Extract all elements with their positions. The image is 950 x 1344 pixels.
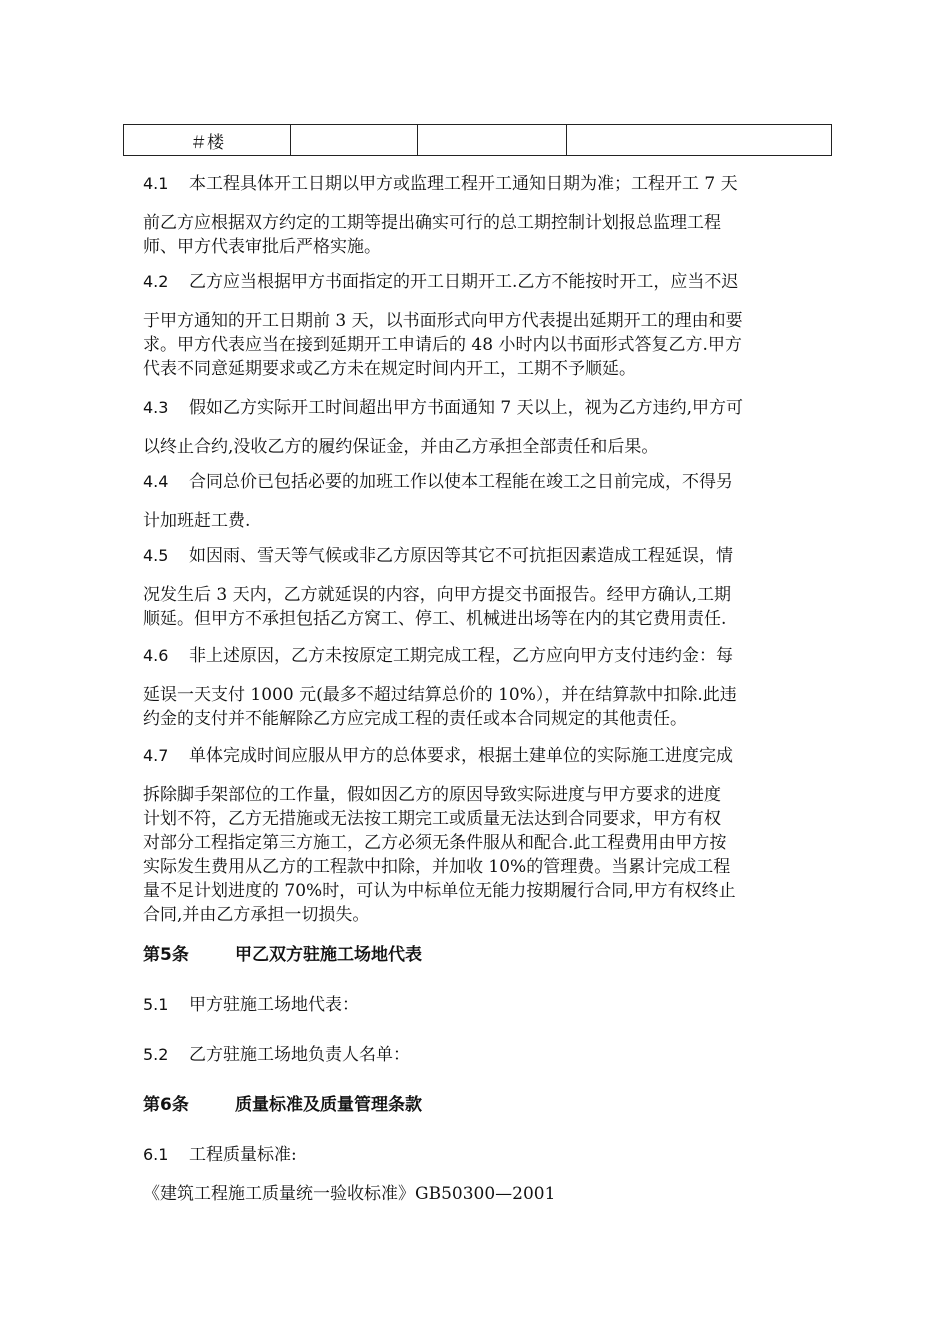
clause-number: 5.2	[143, 1045, 169, 1064]
section-title: 质量标准及质量管理条款	[235, 1095, 422, 1115]
table-cell	[418, 125, 567, 156]
clause-4-2	[143, 270, 813, 381]
clause-text: 甲方驻施工场地代表：	[189, 995, 359, 1015]
clause-number: 6.1	[143, 1145, 169, 1164]
clause-first-line: 非上述原因，乙方未按原定工期完成工程，乙方应向甲方支付违约金：每	[189, 646, 733, 666]
clause-number: 4.7	[143, 746, 169, 765]
table-cell	[291, 125, 418, 156]
section-number: 第6条	[143, 1095, 189, 1115]
section-6-heading	[143, 1093, 422, 1117]
clause-text: 工程质量标准:	[189, 1145, 297, 1165]
clause-number: 5.1	[143, 995, 169, 1014]
clause-6-1	[143, 1143, 297, 1167]
clause-4-3	[143, 396, 813, 459]
clause-body: 于甲方通知的开工日期前 3 天，以书面形式向甲方代表提出延期开工的理由和要 求。甲方代表应当在接到延期开工申请后的 48 小时内以书面形式答复乙方.甲方 代表不同意延期要求或乙方未在规定时间内开工，工期不予顺延。	[143, 311, 743, 379]
clause-5-2	[143, 1043, 410, 1067]
clause-body: 拆除脚手架部位的工作量，假如因乙方的原因导致实际进度与甲方要求的进度 计划不符，乙方无措施或无法按工期完工或质量无法达到合同要求，甲方有权 对部分工程指定第三方施工，乙方必须无条件服从和配合.此工程费用由甲方按 实际发生费用从乙方的工程款中扣除，并加收 10%的管理费。当累计完成工程 量不足计划进度的 70%时，可认为中标单位无能力按期履行合同,甲方有权终止 合同,并由乙方承担一切损失。	[143, 785, 736, 925]
clause-number: 4.2	[143, 272, 169, 291]
clause-number: 4.1	[143, 174, 169, 193]
section-number: 第5条	[143, 945, 189, 965]
clause-first-line: 合同总价已包括必要的加班工作以使本工程能在竣工之日前完成，不得另	[189, 472, 733, 492]
clause-number: 4.5	[143, 546, 169, 565]
clause-body: 前乙方应根据双方约定的工期等提出确实可行的总工期控制计划报总监理工程 师、甲方代表审批后严格实施。	[143, 213, 721, 257]
table-cell: ＃楼	[124, 125, 291, 156]
clause-number: 4.4	[143, 472, 169, 491]
table-row	[124, 125, 832, 156]
clause-first-line: 乙方应当根据甲方书面指定的开工日期开工.乙方不能按时开工，应当不迟	[189, 272, 739, 292]
quality-standard: 《建筑工程施工质量统一验收标准》GB50300—2001	[143, 1184, 556, 1204]
clause-4-4	[143, 470, 813, 533]
clause-4-7	[143, 744, 813, 927]
section-5-heading	[143, 943, 422, 967]
clause-first-line: 假如乙方实际开工时间超出甲方书面通知 7 天以上，视为乙方违约,甲方可	[189, 398, 744, 418]
clause-first-line: 本工程具体开工日期以甲方或监理工程开工通知日期为准；工程开工 7 天	[189, 174, 738, 194]
clause-body: 延误一天支付 1000 元(最多不超过结算总价的 10%），并在结算款中扣除.此违 约金的支付并不能解除乙方应完成工程的责任或本合同规定的其他责任。	[143, 685, 737, 729]
clause-body: 以终止合约,没收乙方的履约保证金，并由乙方承担全部责任和后果。	[143, 437, 659, 457]
clause-body: 况发生后 3 天内，乙方就延误的内容，向甲方提交书面报告。经甲方确认,工期 顺延。但甲方不承担包括乙方窝工、停工、机械进出场等在内的其它费用责任.	[143, 585, 732, 629]
floor-table	[123, 124, 832, 156]
clause-number: 4.3	[143, 398, 169, 417]
clause-text: 乙方驻施工场地负责人名单：	[189, 1045, 410, 1065]
clause-first-line: 如因雨、雪天等气候或非乙方原因等其它不可抗拒因素造成工程延误，情	[189, 546, 733, 566]
table-cell	[567, 125, 832, 156]
section-title: 甲乙双方驻施工场地代表	[235, 945, 422, 965]
clause-4-1	[143, 172, 813, 259]
clause-4-6	[143, 644, 813, 731]
clause-number: 4.6	[143, 646, 169, 665]
clause-body: 计加班赶工费.	[143, 511, 251, 531]
clause-first-line: 单体完成时间应服从甲方的总体要求，根据土建单位的实际施工进度完成	[189, 746, 733, 766]
clause-5-1	[143, 993, 359, 1017]
clause-4-5	[143, 544, 813, 631]
